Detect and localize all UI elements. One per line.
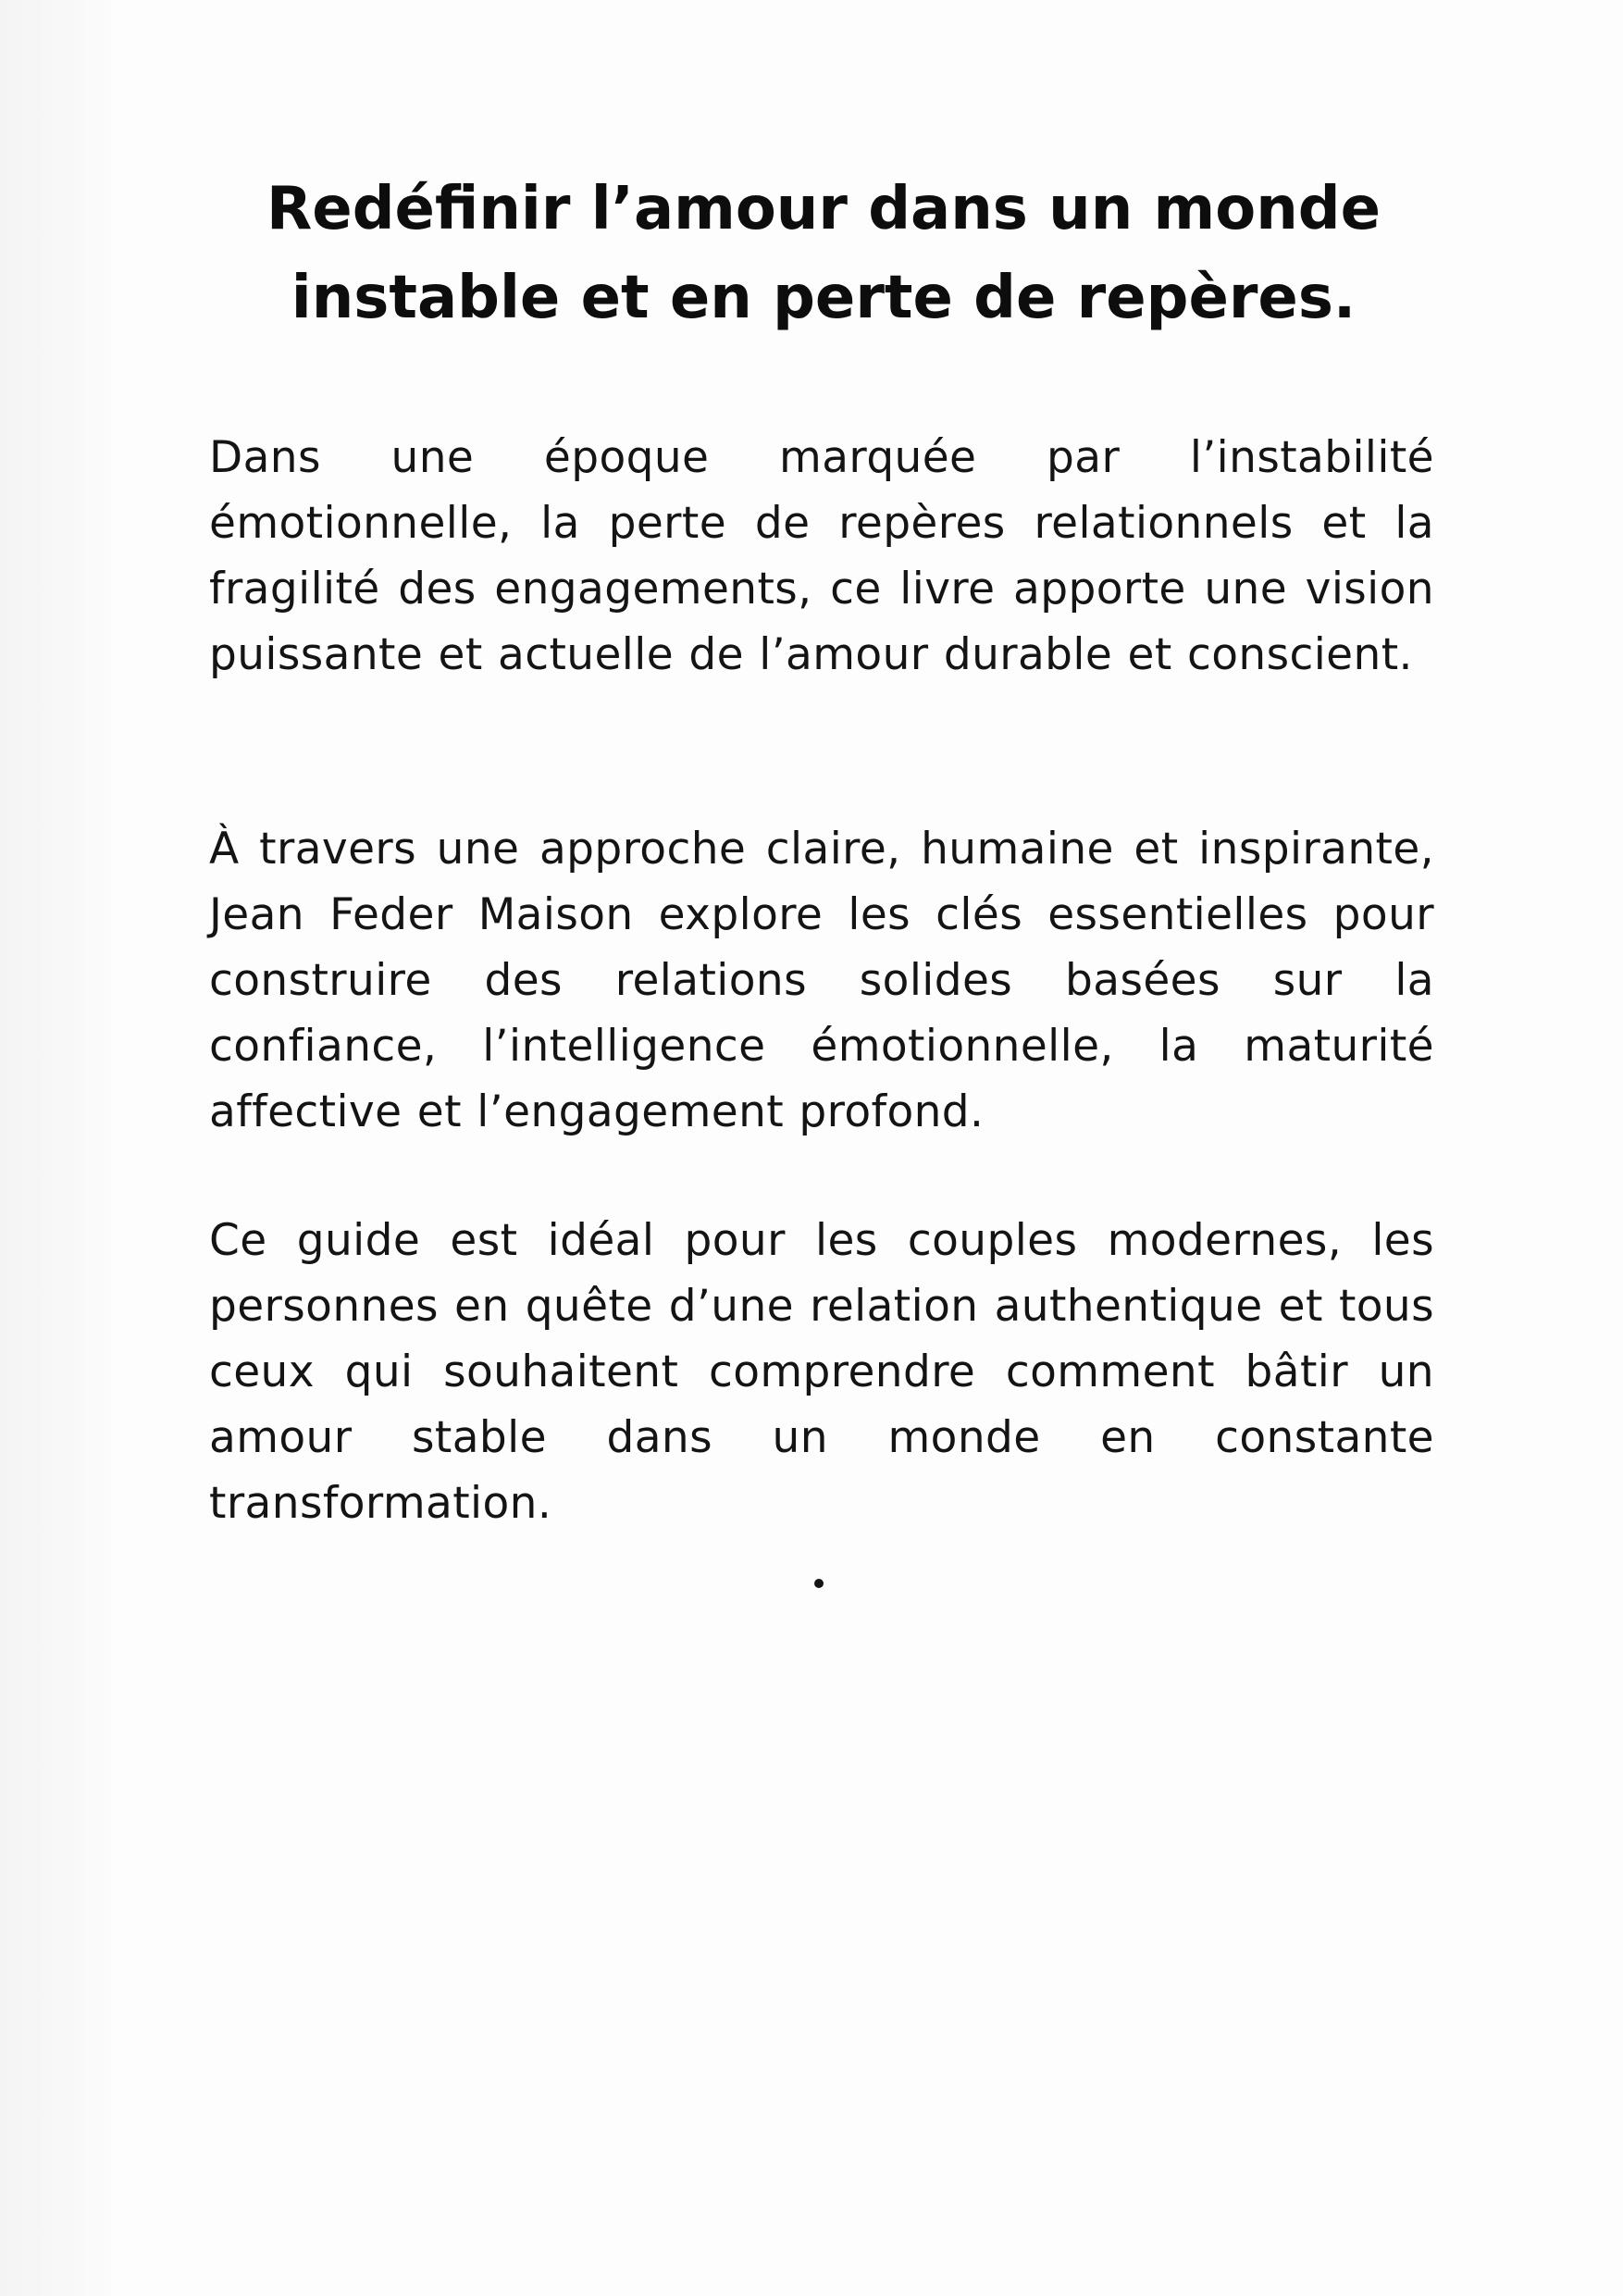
paragraph-audience: Ce guide est idéal pour les couples modernes, les personnes en quête d’une relation authentique et tous ceux qui souhaitent comprendre comment bâtir un amour stable dans un monde en constante transformation. — [209, 1215, 1434, 1529]
paragraph-intro: Dans une époque marquée par l’instabilité émotionnelle, la perte de repères relationnels et la fragilité des engagements, ce livre apporte une vision puissante et actuelle de l’amour durable et conscient. — [209, 432, 1434, 680]
page-title: Redéfinir l’amour dans un monde instable et en perte de repères. — [266, 175, 1381, 332]
paragraph-approach: À travers une approche claire, humaine et inspirante, Jean Feder Maison explore les clés essentielles pour construire des relations solides basées sur la confiance, l’intelligence émotionnelle, la maturité affective et l’engagement profond. — [209, 824, 1434, 1137]
page-edge-shade — [0, 0, 111, 2296]
trailing-dot — [814, 1579, 824, 1588]
